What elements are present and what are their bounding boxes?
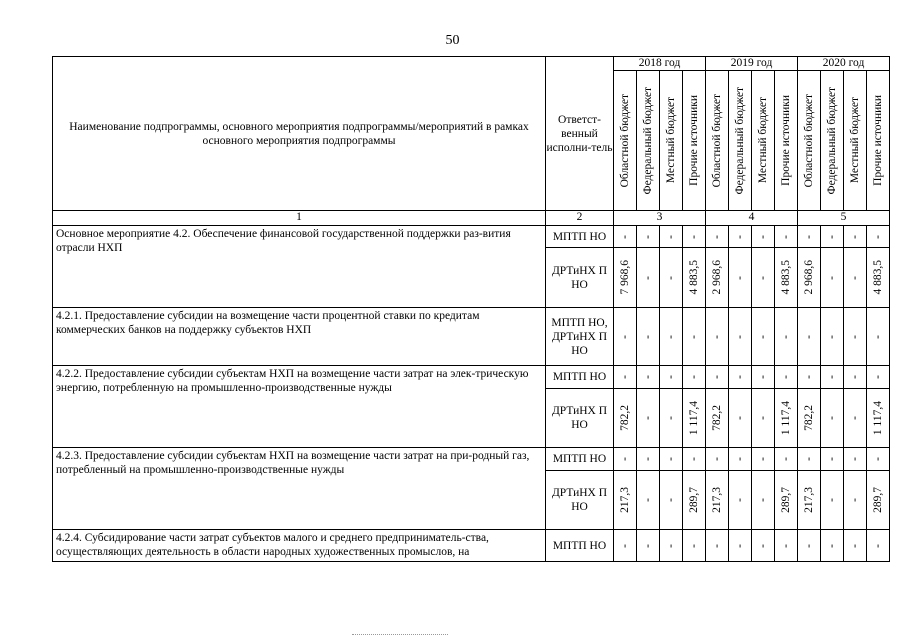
budget-value-cell: [706, 470, 729, 530]
budget-value-cell: [637, 307, 660, 366]
budget-value: -: [871, 334, 884, 339]
budget-value: -: [825, 375, 838, 379]
budget-value-cell: [706, 388, 729, 448]
budget-value-cell: [706, 248, 729, 308]
budget-value-cell: [798, 248, 821, 308]
budget-value: -: [733, 275, 746, 280]
budget-value-cell: [844, 307, 867, 366]
budget-value: -: [664, 334, 677, 339]
header-source-label: Областной бюджет: [711, 93, 724, 188]
header-source-label: Прочие источники: [872, 95, 885, 186]
budget-value-cell: [844, 225, 867, 247]
budget-value-cell: [683, 388, 706, 448]
budget-value: -: [848, 234, 861, 239]
budget-value: -: [641, 334, 654, 339]
budget-value-cell: [844, 388, 867, 448]
budget-value-cell: [775, 470, 798, 530]
header-source-cell: [660, 71, 683, 211]
page-number: 50: [445, 33, 460, 48]
budget-value: -: [710, 334, 723, 339]
header-source-label: Местный бюджет: [665, 97, 677, 184]
header-source-cell: [614, 71, 637, 211]
header-year-2020: 2020 год: [798, 57, 890, 71]
budget-value: -: [848, 375, 861, 379]
activity-name: 4.2.2. Предоставление субсидии субъектам НХП на возмещение части затрат на элек-трическую энергию, потребленную на промышленно-производственные нужды: [53, 366, 546, 448]
budget-value: -: [641, 415, 654, 420]
budget-value-cell: [775, 448, 798, 470]
activity-name: 4.2.3. Предоставление субсидии субъектам НХП на возмещение части затрат на при-родный газ, потребленный на промышленно-производственные нужды: [53, 448, 546, 530]
budget-value: -: [779, 543, 792, 548]
budget-value-cell: [683, 530, 706, 562]
budget-value: 1 117,4: [687, 400, 700, 435]
responsible-executor: МПТП НО: [546, 225, 614, 247]
header-source-cell: [637, 71, 660, 211]
budget-value-cell: [844, 248, 867, 308]
budget-value-cell: [683, 470, 706, 530]
budget-value-cell: [706, 307, 729, 366]
budget-value-cell: [867, 366, 890, 388]
table-row: [53, 225, 890, 247]
budget-value: -: [802, 234, 815, 239]
budget-value: 782,2: [618, 404, 631, 431]
budget-value-cell: [798, 530, 821, 562]
table-row: [53, 307, 890, 366]
budget-value: -: [825, 234, 838, 239]
budget-value: -: [710, 234, 723, 239]
budget-value: -: [756, 543, 769, 548]
budget-value-cell: [798, 225, 821, 247]
budget-value: 217,3: [710, 486, 723, 513]
budget-value-cell: [660, 388, 683, 448]
activity-name: Основное мероприятие 4.2. Обеспечение финансовой государственной поддержки раз-вития отрасли НХП: [53, 225, 546, 307]
budget-value: 4 883,5: [871, 260, 884, 295]
budget-value: -: [641, 275, 654, 280]
budget-value-cell: [775, 530, 798, 562]
budget-value-cell: [798, 388, 821, 448]
budget-value-cell: [660, 530, 683, 562]
budget-value-cell: [637, 448, 660, 470]
header-source-cell: [867, 71, 890, 211]
budget-value: 217,3: [802, 486, 815, 513]
budget-value: -: [641, 234, 654, 239]
budget-value: -: [802, 334, 815, 339]
budget-value-cell: [798, 470, 821, 530]
budget-value: -: [687, 334, 700, 339]
budget-value-cell: [683, 307, 706, 366]
budget-value-cell: [660, 470, 683, 530]
budget-value: -: [664, 456, 677, 461]
budget-value-cell: [775, 388, 798, 448]
budget-value-cell: [798, 448, 821, 470]
budget-value-cell: [706, 366, 729, 388]
budget-value-cell: [867, 307, 890, 366]
budget-value-cell: [821, 366, 844, 388]
header-name: Наименование подпрограммы, основного мероприятия подпрограммы/мероприятий в рамках основного мероприятия подпрограммы: [53, 57, 546, 211]
budget-value: -: [825, 497, 838, 502]
budget-value-cell: [729, 248, 752, 308]
budget-value: -: [802, 543, 815, 548]
column-number: 2: [546, 211, 614, 226]
budget-value: 4 883,5: [687, 260, 700, 295]
budget-value: -: [756, 375, 769, 379]
budget-value: -: [733, 543, 746, 548]
budget-value: 2 968,6: [802, 260, 815, 295]
budget-value: 289,7: [871, 486, 884, 513]
budget-value: -: [687, 543, 700, 548]
responsible-executor: ДРТиНХ П НО: [546, 388, 614, 448]
budget-value-cell: [614, 530, 637, 562]
budget-value: -: [733, 375, 746, 379]
table-row: [53, 530, 890, 562]
responsible-executor: МПТП НО: [546, 366, 614, 388]
budget-value-cell: [867, 225, 890, 247]
budget-value-cell: [844, 530, 867, 562]
budget-value: -: [687, 375, 700, 379]
responsible-executor: ДРТиНХ П НО: [546, 248, 614, 308]
budget-value: 782,2: [710, 404, 723, 431]
budget-value: -: [756, 456, 769, 461]
budget-value-cell: [614, 307, 637, 366]
header-source-label: Областной бюджет: [619, 93, 631, 188]
header-year-2019: 2019 год: [706, 57, 798, 71]
header-source-label: Местный бюджет: [849, 97, 862, 184]
budget-value: -: [710, 456, 723, 461]
header-source-cell: [821, 71, 844, 211]
budget-value: -: [664, 375, 677, 379]
budget-value-cell: [821, 225, 844, 247]
budget-value: -: [641, 375, 654, 379]
budget-value: -: [710, 375, 723, 379]
budget-value-cell: [637, 388, 660, 448]
budget-value: -: [733, 497, 746, 502]
budget-value-cell: [683, 448, 706, 470]
budget-value: -: [871, 543, 884, 548]
header-source-label: Федеральный бюджет: [826, 86, 839, 195]
budget-value-cell: [637, 470, 660, 530]
budget-value: -: [825, 275, 838, 280]
budget-value-cell: [729, 530, 752, 562]
budget-value: -: [618, 543, 631, 548]
column-number: 3: [614, 211, 706, 226]
budget-value: -: [756, 234, 769, 239]
budget-table: [52, 56, 890, 562]
budget-value: -: [618, 456, 631, 461]
header-responsible: Ответст-венный исполни-тель: [546, 57, 614, 211]
budget-value: -: [825, 415, 838, 420]
header-source-label: Федеральный бюджет: [734, 86, 747, 195]
table-row: [53, 448, 890, 470]
header-source-cell: [729, 71, 752, 211]
header-source-cell: [844, 71, 867, 211]
budget-value-cell: [752, 307, 775, 366]
budget-value-cell: [683, 248, 706, 308]
budget-value: -: [756, 497, 769, 502]
budget-value-cell: [844, 470, 867, 530]
budget-value-cell: [660, 307, 683, 366]
budget-value: -: [618, 334, 631, 339]
budget-value: -: [756, 415, 769, 420]
budget-value-cell: [660, 366, 683, 388]
activity-name: 4.2.1. Предоставление субсидии на возмещение части процентной ставки по кредитам коммерческих банков на поддержку субъектов НХП: [53, 307, 546, 366]
budget-value-cell: [821, 530, 844, 562]
budget-value-cell: [614, 366, 637, 388]
column-number: 5: [798, 211, 890, 226]
budget-value: -: [664, 543, 677, 548]
budget-value-cell: [614, 248, 637, 308]
budget-value-cell: [821, 248, 844, 308]
budget-value: -: [733, 334, 746, 339]
budget-value-cell: [844, 366, 867, 388]
budget-value-cell: [752, 448, 775, 470]
budget-value-cell: [752, 225, 775, 247]
budget-value: -: [641, 543, 654, 548]
responsible-executor: МПТП НО, ДРТиНХ П НО: [546, 307, 614, 366]
budget-value-cell: [614, 448, 637, 470]
budget-value-cell: [729, 225, 752, 247]
budget-value: -: [825, 334, 838, 339]
header-source-cell: [683, 71, 706, 211]
responsible-executor: ДРТиНХ П НО: [546, 470, 614, 530]
budget-value-cell: [637, 530, 660, 562]
budget-value: 4 883,5: [779, 260, 792, 295]
budget-value: -: [733, 234, 746, 239]
budget-value-cell: [798, 307, 821, 366]
budget-value-cell: [867, 248, 890, 308]
budget-value-cell: [729, 307, 752, 366]
budget-value: 217,3: [618, 486, 631, 513]
budget-value-cell: [637, 248, 660, 308]
budget-value: -: [733, 456, 746, 461]
budget-value-cell: [683, 366, 706, 388]
budget-value-cell: [821, 470, 844, 530]
budget-value: -: [641, 456, 654, 461]
budget-value: -: [848, 456, 861, 461]
budget-value: 289,7: [687, 486, 700, 513]
budget-value-cell: [752, 388, 775, 448]
budget-value: -: [848, 334, 861, 339]
budget-value: -: [664, 415, 677, 420]
budget-value-cell: [683, 225, 706, 247]
activity-name: 4.2.4. Субсидирование части затрат субъектов малого и среднего предприниматель-ства, осуществляющих деятельность в области народных художественных промыслов, на: [53, 530, 546, 562]
budget-value-cell: [752, 248, 775, 308]
budget-value: -: [848, 497, 861, 502]
budget-value: -: [871, 456, 884, 461]
budget-value-cell: [637, 225, 660, 247]
budget-value: -: [871, 375, 884, 379]
budget-value-cell: [614, 388, 637, 448]
budget-value-cell: [867, 388, 890, 448]
budget-value-cell: [706, 448, 729, 470]
responsible-executor: МПТП НО: [546, 530, 614, 562]
budget-value-cell: [614, 225, 637, 247]
budget-value: -: [802, 456, 815, 461]
table-row: [53, 366, 890, 388]
budget-value-cell: [660, 248, 683, 308]
header-year-2018: 2018 год: [614, 57, 706, 71]
budget-value-cell: [729, 366, 752, 388]
budget-value-cell: [844, 448, 867, 470]
budget-value-cell: [867, 470, 890, 530]
budget-value-cell: [729, 448, 752, 470]
budget-value-cell: [706, 225, 729, 247]
page-edge-mark: [352, 634, 448, 635]
budget-value: -: [825, 456, 838, 461]
budget-value: -: [848, 275, 861, 280]
budget-value-cell: [614, 470, 637, 530]
header-source-label: Местный бюджет: [757, 97, 770, 184]
header-source-cell: [752, 71, 775, 211]
budget-value: -: [779, 456, 792, 461]
budget-value-cell: [660, 225, 683, 247]
header-source-cell: [775, 71, 798, 211]
budget-value-cell: [867, 530, 890, 562]
budget-value: -: [848, 543, 861, 548]
budget-value-cell: [821, 307, 844, 366]
budget-value-cell: [752, 530, 775, 562]
budget-value: -: [779, 375, 792, 379]
budget-value: -: [756, 275, 769, 280]
column-number: 1: [53, 211, 546, 226]
budget-value: -: [779, 334, 792, 339]
budget-value: -: [825, 543, 838, 548]
budget-value-cell: [867, 448, 890, 470]
budget-value: -: [687, 456, 700, 461]
budget-value: -: [871, 234, 884, 239]
budget-value-cell: [752, 470, 775, 530]
budget-value: -: [802, 375, 815, 379]
budget-value-cell: [752, 366, 775, 388]
header-source-label: Прочие источники: [688, 95, 700, 186]
budget-value-cell: [775, 366, 798, 388]
budget-value: 7 968,6: [618, 260, 631, 295]
budget-value: -: [664, 275, 677, 280]
header-source-label: Федеральный бюджет: [642, 86, 654, 195]
budget-value-cell: [821, 388, 844, 448]
budget-value: 1 117,4: [779, 400, 792, 435]
budget-value-cell: [637, 366, 660, 388]
budget-value: -: [618, 234, 631, 239]
budget-value: 1 117,4: [871, 400, 884, 435]
budget-value-cell: [660, 448, 683, 470]
budget-value-cell: [798, 366, 821, 388]
budget-value: -: [710, 543, 723, 548]
budget-value: -: [733, 415, 746, 420]
budget-value-cell: [729, 470, 752, 530]
budget-value: -: [641, 497, 654, 502]
budget-value: -: [756, 334, 769, 339]
budget-value: -: [618, 375, 631, 379]
budget-value: 2 968,6: [710, 260, 723, 295]
header-source-label: Областной бюджет: [803, 93, 816, 188]
header-source-cell: [706, 71, 729, 211]
budget-value-cell: [729, 388, 752, 448]
budget-value: -: [664, 497, 677, 502]
budget-value-cell: [775, 248, 798, 308]
budget-value: 782,2: [802, 404, 815, 431]
budget-value-cell: [706, 530, 729, 562]
budget-value: -: [779, 234, 792, 239]
budget-value: -: [848, 415, 861, 420]
budget-value-cell: [821, 448, 844, 470]
column-number: 4: [706, 211, 798, 226]
header-source-label: Прочие источники: [780, 95, 793, 186]
budget-value: 289,7: [779, 486, 792, 513]
budget-value-cell: [775, 225, 798, 247]
responsible-executor: МПТП НО: [546, 448, 614, 470]
budget-value: -: [687, 234, 700, 239]
budget-value: -: [664, 234, 677, 239]
budget-value-cell: [775, 307, 798, 366]
header-source-cell: [798, 71, 821, 211]
